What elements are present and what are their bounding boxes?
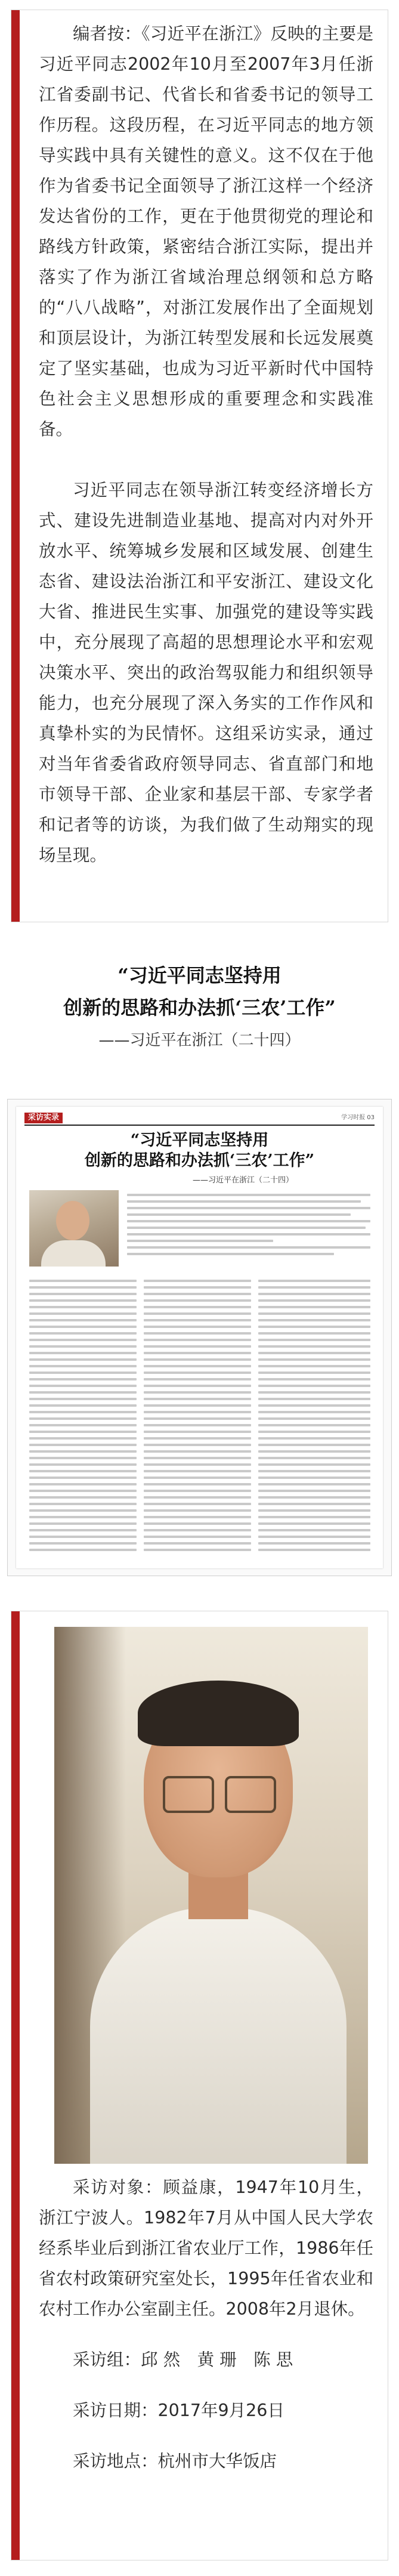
newspaper-headline-line-1: “习近平同志坚持用 [130,1131,269,1150]
portrait-glasses-right [225,1776,276,1813]
interviewee-bio [39,2172,373,2324]
article-subtitle: ——习近平在浙江（二十四） [98,1031,301,1049]
article-title-line-2: 创新的思路和办法抓‘三农’工作” [63,996,336,1019]
interview-date [39,2395,373,2426]
interview-place-label: 采访地点： [73,2451,158,2471]
editor-note-text [39,18,373,870]
interview-team-label: 采访组： [73,2350,141,2370]
newspaper-column-2 [144,1280,251,1555]
interview-details [39,2172,373,2476]
newspaper-page [16,1107,383,1568]
interview-date-label: 采访日期： [73,2401,158,2420]
newspaper-section-tag: 采访实录 [24,1113,63,1123]
interview-team-names: 邱 然 黄 珊 陈 思 [141,2350,293,2370]
newspaper-headline-line-2: 创新的思路和办法抓‘三农’工作” [84,1151,315,1170]
photo-shirt [41,1240,106,1267]
newspaper-header-meta: 学习时报 03 [341,1114,375,1121]
portrait-glasses-left [163,1776,214,1813]
newspaper-column-1 [29,1280,137,1555]
portrait-shirt [90,1907,347,2164]
newspaper-portrait-photo [29,1190,119,1267]
interview-date-value: 2017年9月26日 [157,2401,284,2420]
newspaper-subtitle: ——习近平在浙江（二十四） [192,1176,293,1185]
interview-place [39,2446,373,2476]
interview-place-value: 杭州市大华饭店 [157,2451,277,2471]
editor-note-box [11,10,388,922]
interviewee-bio-text: 顾益康，1947年10月生，浙江宁波人。1982年7月从中国人民大学农经系毕业后到浙江省农业厅工作，1986年任省农村政策研究室处长，1995年任省农业和农村工作办公室副主任。2008年2月退休。 [39,2177,373,2319]
editor-note-paragraph-1: 编者按：《习近平在浙江》反映的主要是习近平同志2002年10月至2007年3月任浙江省委副书记、代省长和省委书记的领导工作历程。这段历程，在习近平同志的地方领导实践中具有关键性的意义。这不仅在于他作为省委书记全面领导了浙江这样一个经济发达省份的工作，更在于他贯彻党的理论和路线方针政策，紧密结合浙江实际，提出并落实了作为浙江省域治理总纲领和总方略的“八八战略”，对浙江发展作出了全面规划和顶层设计，为浙江转型发展和长远发展奠定了坚实基础，也成为习近平新时代中国特色社会主义思想形成的重要理念和实践准备。 [39,24,373,439]
article-title-line-1: “习近平同志坚持用 [117,964,282,987]
interview-info-box [11,1611,388,2560]
newspaper-header [24,1113,375,1126]
portrait-hair [138,1681,299,1746]
photo-face [56,1201,89,1240]
editor-note-accent-bar [11,10,20,922]
editor-note-paragraph-2: 习近平同志在领导浙江转变经济增长方式、建设先进制造业基地、提高对内对外开放水平、统筹城乡发展和区域发展、创建生态省、建设法治浙江和平安浙江、建设文化大省、推进民生实事、加强党的建设等实践中，充分展现了高超的思想理论水平和宏观决策水平、突出的政治驾驭能力和组织领导能力，也充分展现了深入务实的工作作风和真挚朴实的为民情怀。这组采访实录，通过对当年省委省政府领导同志、省直部门和地市领导干部、企业家和基层干部、专家学者和记者等的访谈，为我们做了生动翔实的现场呈现。 [39,480,373,865]
newspaper-clipping-image [7,1099,392,1576]
newspaper-headline [16,1131,383,1171]
interview-accent-bar [11,1611,20,2560]
newspaper-column-3 [258,1280,370,1555]
interviewee-portrait-photo [54,1627,368,2164]
article-title-block [0,959,399,1055]
newspaper-intro-text-block [127,1194,370,1259]
interviewee-label: 采访对象： [73,2177,163,2197]
interview-team [39,2345,373,2375]
